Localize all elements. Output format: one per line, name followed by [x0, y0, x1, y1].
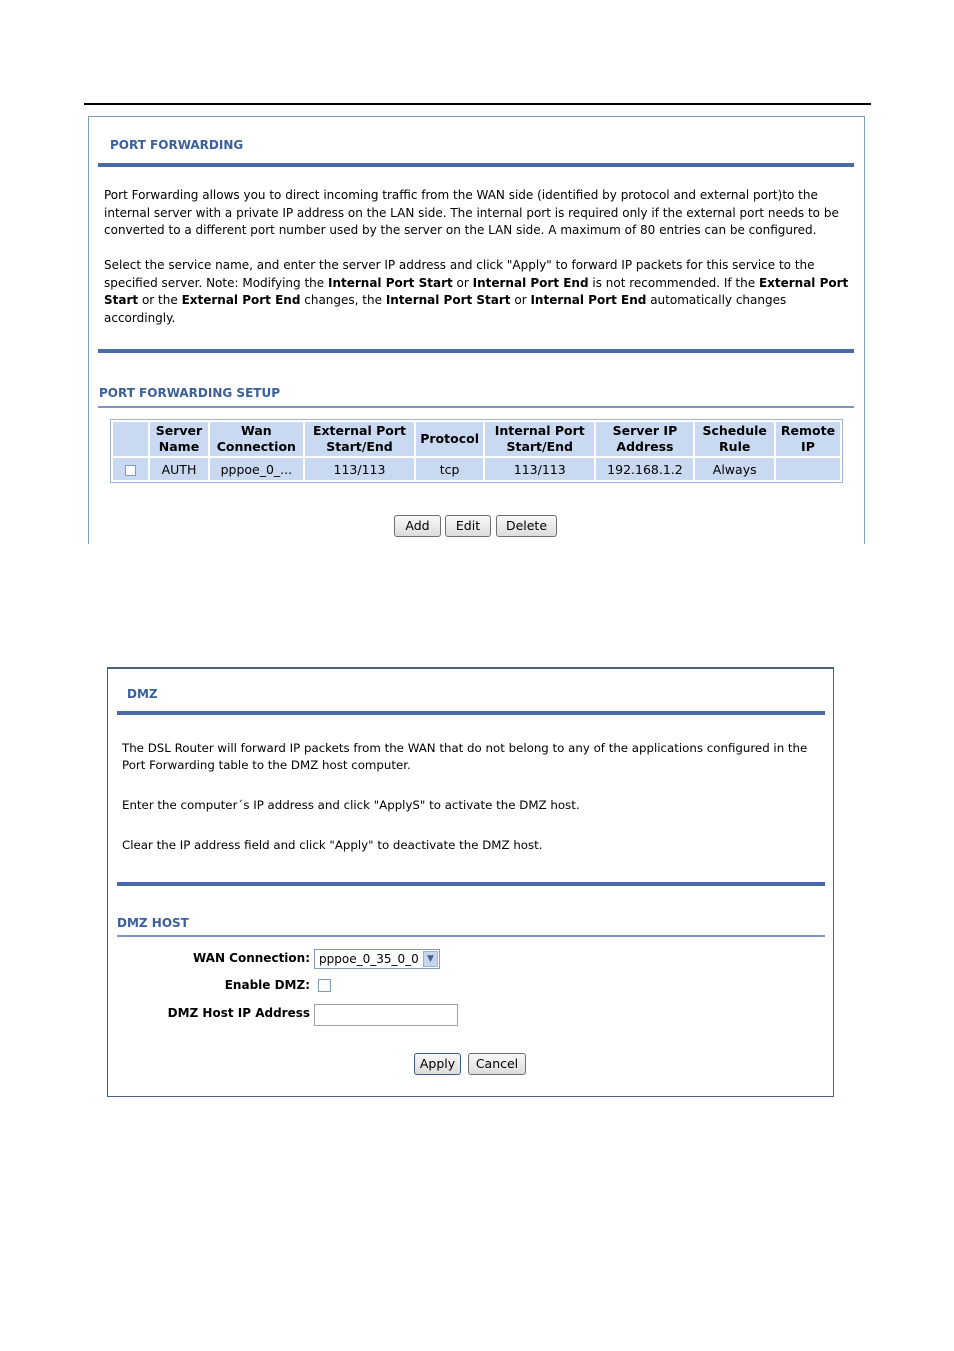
- delete-button[interactable]: Delete: [496, 515, 557, 537]
- edit-button[interactable]: Edit: [445, 515, 491, 537]
- wan-connection-cell: pppoe_0_...: [210, 458, 303, 480]
- add-button[interactable]: Add: [394, 515, 441, 537]
- col-protocol: Protocol: [416, 422, 483, 456]
- dmz-description: The DSL Router will forward IP packets from the WAN that do not belong to any of the applications configured in the Port Forwarding table to the DMZ host computer.: [122, 741, 808, 772]
- col-schedule-rule: Schedule Rule: [695, 422, 773, 456]
- port-forwarding-title: PORT FORWARDING: [110, 138, 244, 152]
- wan-connection-label: WAN Connection:: [192, 951, 310, 965]
- col-server-ip: Server IP Address: [596, 422, 693, 456]
- dmz-deactivate-instructions: Clear the IP address field and click "Apply" to deactivate the DMZ host.: [122, 838, 543, 852]
- dmz-host-title: DMZ HOST: [117, 916, 189, 930]
- dmz-title-divider: [117, 711, 825, 715]
- remote-ip-cell: [776, 458, 840, 480]
- col-internal-port: Internal Port Start/End: [485, 422, 594, 456]
- dmz-title: DMZ: [127, 687, 158, 701]
- internal-port-cell: 113/113: [485, 458, 594, 480]
- wan-connection-select[interactable]: [314, 949, 440, 969]
- row-select-checkbox[interactable]: [125, 465, 136, 476]
- port-forwarding-note: Select the service name, and enter the server IP address and click "Apply" to forward IP packets for this service to the specified server. Note: Modifying the Internal Port Start or Internal Port End is not recommended. If the External Port Start or the External Port End changes, the Internal Port Start or Internal Port End automatically changes accordingly.: [104, 258, 849, 325]
- dmz-host-divider: [117, 935, 825, 937]
- row-select-cell: [113, 458, 148, 480]
- dmz-host-ip-label: DMZ Host IP Address: [167, 1006, 310, 1020]
- port-forwarding-table: [110, 419, 843, 483]
- setup-divider: [98, 406, 854, 408]
- chevron-down-icon[interactable]: ▼: [423, 951, 438, 967]
- dmz-section-divider: [117, 882, 825, 886]
- col-wan-connection: Wan Connection: [210, 422, 303, 456]
- page-top-rule: [84, 103, 871, 105]
- server-ip-cell: 192.168.1.2: [596, 458, 693, 480]
- external-port-cell: 113/113: [305, 458, 414, 480]
- port-forwarding-setup-title: PORT FORWARDING SETUP: [99, 386, 280, 400]
- enable-dmz-label: Enable DMZ:: [224, 978, 310, 992]
- schedule-rule-cell: Always: [695, 458, 773, 480]
- table-row: [113, 458, 840, 480]
- table-header-row: [113, 422, 840, 456]
- col-select: [113, 422, 148, 456]
- cancel-button[interactable]: Cancel: [468, 1053, 526, 1075]
- protocol-cell: tcp: [416, 458, 483, 480]
- section-divider: [98, 349, 854, 353]
- col-remote-ip: Remote IP: [776, 422, 840, 456]
- dmz-host-ip-input[interactable]: [314, 1004, 458, 1026]
- col-external-port: External Port Start/End: [305, 422, 414, 456]
- wan-connection-value: pppoe_0_35_0_0: [319, 952, 419, 966]
- port-forwarding-description: Port Forwarding allows you to direct incoming traffic from the WAN side (identified by protocol and external port)to the internal server with a private IP address on the LAN side. The internal port is required only if the external port needs to be converted to a different port number used by the server on the LAN side. A maximum of 80 entries can be configured.: [104, 188, 839, 237]
- enable-dmz-checkbox[interactable]: [318, 979, 331, 992]
- dmz-activate-instructions: Enter the computer´s IP address and click "ApplyS" to activate the DMZ host.: [122, 798, 580, 812]
- col-server-name: Server Name: [150, 422, 208, 456]
- apply-button[interactable]: Apply: [414, 1053, 461, 1075]
- server-name-cell: AUTH: [150, 458, 208, 480]
- title-divider: [98, 163, 854, 167]
